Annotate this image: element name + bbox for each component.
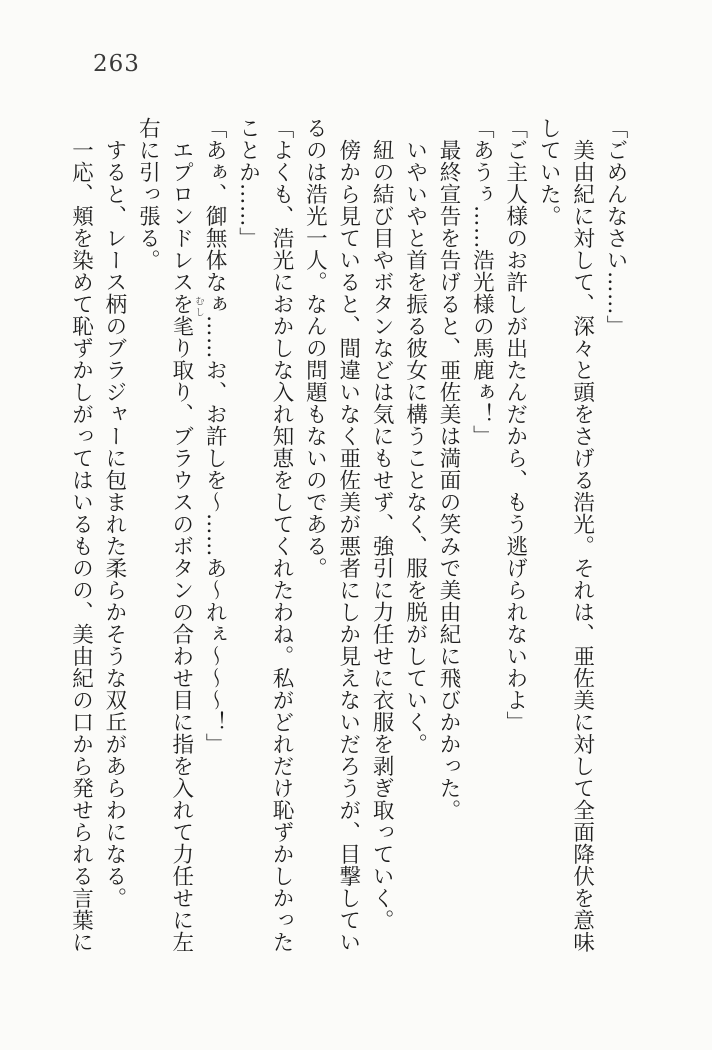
text-line: いやいやと首を振る彼女に構うことなく、服を脱がしていく。 [402,139,428,755]
text-line: 美由紀に対して、深々と頭をさげる浩光。それは、亜佐美に対して全面降伏を意味 [569,139,595,953]
text-line: 「あうぅ……浩光様の馬鹿ぁ！」 [469,117,495,447]
text-line: していた。 [536,117,562,227]
text-line: すると、レース柄のブラジャーに包まれた柔らかそうな双丘があらわになる。 [101,139,127,909]
text-block [64,117,632,959]
text-line: 「あぁ、御無体なぁ……お、お許しを～……あ～れぇ～～～！」 [202,117,228,755]
text-line: ことか……」 [235,117,261,249]
page-number: 263 [93,51,140,77]
text-line: 右に引っ張る。 [135,117,161,271]
text-line: エプロンドレスを毟り取り、ブラウスのボタンの合わせ目に指を入れて力任せに左 [168,139,194,953]
text-line: 一応、頬を染めて恥ずかしがってはいるものの、美由紀の口から発せられる言葉に [68,139,94,953]
text-line: 紐の結び目やボタンなどは気にもせず、強引に力任せに衣服を剥ぎ取っていく。 [369,139,395,931]
text-line: 最終宣告を告げると、亜佐美は満面の笑みで美由紀に飛びかかった。 [435,139,461,821]
text-line: 「よくも、浩光におかしな入れ知恵をしてくれたわね。私がどれだけ恥ずかしかった [268,117,294,953]
text-line: るのは浩光一人。なんの問題もないのである。 [302,117,328,579]
text-line: 「ごめんなさい……」 [603,117,628,337]
text-line: 傍から見ていると、間違いなく亜佐美が悪者にしか見えないだろうが、目撃してい [335,139,361,953]
text-line: 「ご主人様のお許しが出たんだから、もう逃げられないわよ」 [502,117,528,733]
furigana-annotation: むし [193,296,204,318]
